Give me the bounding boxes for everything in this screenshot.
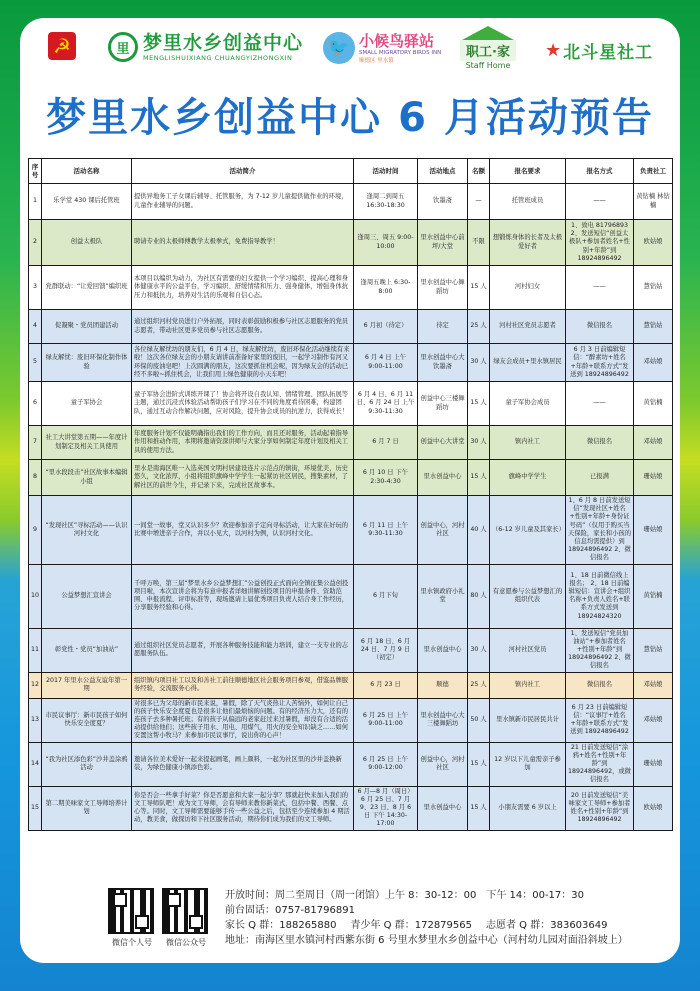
activity-intro: 各位绿友解忧坊的朋友们，6 月 4 日，绿友解忧坊，废旧环保化活动继续有来啦！这次各位绿友会的小朋友请讲前准备好家里的废旧，一起学习制作有河又环保的废油皂吧！上次圆满的朋友，这次要抓住机会呢，因为绿友会的活动已经不多啦~抓住机会，让我们用上绿色健康的小天车吧！ — [132, 344, 354, 382]
table-row — [29, 266, 673, 310]
activity-intro: 里水是南海区唯一入选英国文明村居建设连片示范点的镇街，环境优美，历史悠久，文化浓厚，小组将组织旗峰中学学生一起紧访社区居民，搜集素材，了解社区的前世今生，并记录下来，完成社区故事本。 — [132, 460, 354, 496]
activity-quota: 80 人 — [468, 564, 490, 628]
qq-groups — [225, 918, 675, 933]
activity-quota: 15 人 — [468, 786, 490, 830]
activity-quota: 40 人 — [468, 496, 490, 565]
activity-time: 6 月 23 日 — [354, 672, 418, 698]
table-row — [29, 460, 673, 496]
activity-intro: 你是否会一些拿手好菜？你是否愿意和大家一起分享？那就赶快来加入我们的文工导师队吧！成为文工导师，会有导师来教你新菜式，包括中餐、西餐、点心等。同时，文工导师需要能够手传一些公益之后，包括至少连续参加 4 期活动，教美食，做探访和下社区服务活动，期待你们成为我们的文工导师。 — [132, 786, 354, 830]
activity-place: 创益中心三楼舞蹈坊 — [418, 382, 468, 426]
bird-inn-name: 小候鸟驿站 — [359, 32, 435, 50]
responsible-social-worker: 黄钻楠 — [634, 382, 673, 426]
activity-place: 里水创益中心 — [418, 460, 468, 496]
qr-personal-label: 微信个人号 — [112, 938, 152, 947]
table-row — [29, 426, 673, 460]
signup-method: 微信报名 — [566, 310, 634, 344]
signup-requirement: 有意愿参与公益梦想汇的组织代表 — [490, 564, 566, 628]
signup-method: 20 日前发送短信“美味家文工导师+参加者姓名+性别+年龄”到 18924896492 — [566, 786, 634, 830]
address: 地址：南海区里水镇河村西紫东街 6 号里水梦里水乡创益中心（河村幼儿园对面沿斜坡上） — [225, 935, 628, 946]
table-row — [29, 742, 673, 786]
activity-time: 6 月 4 日 上午 9:00-11:00 — [354, 344, 418, 382]
row-number: 1 — [29, 184, 42, 220]
table-row — [29, 564, 673, 628]
column-header: 报名要求 — [490, 159, 566, 184]
activity-quota: 25 人 — [468, 672, 490, 698]
signup-requirement: 托管班成员 — [490, 184, 566, 220]
activity-time: 逢周二到周五 16:30-18:30 — [354, 184, 418, 220]
column-header: 名额 — [468, 159, 490, 184]
activity-schedule-table — [28, 158, 673, 831]
activity-quota: 30 人 — [468, 344, 490, 382]
activity-time: 6 月 7 日 — [354, 426, 418, 460]
table-row — [29, 672, 673, 698]
activity-name: 市民议事厅：新市民孩子如何快乐安全度夏？ — [42, 698, 132, 742]
activity-quota: 不限 — [468, 220, 490, 266]
activity-name: 党群联动：“让爱回馈”编织班 — [42, 266, 132, 310]
activity-place: 饮墨斋 — [418, 184, 468, 220]
activity-place: 里水创益中心大三楼舞蹈坊 — [418, 698, 468, 742]
signup-requirement: 绿友会成员+里水镇居民 — [490, 344, 566, 382]
mlsx-logo — [108, 32, 303, 62]
activity-time: 6 月 11 日 上午 9:30-11:30 — [354, 496, 418, 565]
row-number: 4 — [29, 310, 42, 344]
table-row — [29, 184, 673, 220]
activity-name: 彰党性・党员“加油站” — [42, 628, 132, 672]
responsible-social-worker: 珊姑娘 — [634, 460, 673, 496]
signup-requirement: 河村社区党员志愿者 — [490, 310, 566, 344]
activity-time: 6 月 25 日 上午 9:00-12:00 — [354, 742, 418, 786]
activity-place: 里水创益中心 — [418, 786, 468, 830]
activity-intro: 邀请各位美术爱好一起来提起画笔，画上颜料，一起为社区里的沙井盖换新装，为绿色健康小镇添色彩。 — [132, 742, 354, 786]
activity-place: 里水创益中心舞蹈坊 — [418, 266, 468, 310]
beidou-name: 北斗星社工 — [563, 43, 654, 63]
house-roof-icon — [462, 26, 514, 40]
row-number: 8 — [29, 460, 42, 496]
signup-method: 21 日前发送短信“涂鸦+姓名+性别+年龄”到 18924896492，或微信报名 — [566, 742, 634, 786]
mlsx-english-name: MENGLISHUIXIANG CHUANGYIZHONGXIN — [143, 54, 293, 62]
activity-name: 第二期美味家文工导师培养计划 — [42, 786, 132, 830]
activity-name: “我为社区添色彩”沙井盖涂鸦活动 — [42, 742, 132, 786]
table-row — [29, 382, 673, 426]
activity-name: 乐学堂 430 课后托管班 — [42, 184, 132, 220]
activity-quota: 30 人 — [468, 628, 490, 672]
activity-place: 里水镇政府小礼堂 — [418, 564, 468, 628]
activity-intro: 本项目以编织为动力，为社区有需要的妇女提供一个学习编织、提高心理和身体健康水平的公益平台，学习编织、舒缓情绪和压力、强身健体，增强身体抗压力和抵抗力，培养对生活的乐观和自信心态。 — [132, 266, 354, 310]
table-row — [29, 220, 673, 266]
signup-method: 1、6 月 8 日前发送短信“发现社区+姓名+性别+年龄+身份证号码”（仅用于购买当天保险，家长和小孩的信息均需提供）到 18924896492 2、微信报名 — [566, 496, 634, 565]
activity-place: 创益中心，河村社区 — [418, 742, 468, 786]
row-number: 12 — [29, 672, 42, 698]
responsible-social-worker: 珊姑娘 — [634, 742, 673, 786]
row-number: 11 — [29, 628, 42, 672]
signup-requirement: 镇内社工 — [490, 672, 566, 698]
row-number: 5 — [29, 344, 42, 382]
row-number: 6 — [29, 382, 42, 426]
qr-public-label: 微信公众号 — [166, 938, 206, 947]
activity-place: 里水创益中心前坪/大堂 — [418, 220, 468, 266]
activity-name: 社工大讲堂第五期——年度计划制定及相关工具使用 — [42, 426, 132, 460]
column-header: 活动简介 — [132, 159, 354, 184]
activity-quota: 25 人 — [468, 310, 490, 344]
beidou-logo — [545, 38, 653, 63]
activity-time: 6 月 4 日、6 月 11 日、6 月 24 日 上午 9:30-11:30 — [354, 382, 418, 426]
signup-method: 1、发送短信“党员加油站”+参加者姓名+性别+年龄”到 18924896492 2、微信报名 — [566, 628, 634, 672]
activity-name: 促凝聚・党员团建活动 — [42, 310, 132, 344]
table-row — [29, 786, 673, 830]
activity-intro: 童子军协会进阶式训练开课了！协会将开设自我认知、情绪管理、团队拓展等主题，通过沉浸式体验活动帮助孩子们学习在不同的角度看待困难，构建团队，通过互动合作解决问题，应对风险，提升协会成员的抗逆力，获得成长！ — [132, 382, 354, 426]
bird-icon: 🐦 — [323, 32, 355, 64]
responsible-social-worker: 黄钻楠 — [634, 564, 673, 628]
activity-time: 6 月初（待定） — [354, 310, 418, 344]
signup-requirement: 12 岁以下儿童需亲子参加 — [490, 742, 566, 786]
opening-hours: 开放时间：周二至周日（周一闭馆）上午 8：30-12：00 下午 14：00-17：30 — [225, 890, 585, 901]
staff-home-logo — [460, 26, 516, 70]
activity-time: 逢周五晚上 6:30-8:00 — [354, 266, 418, 310]
activity-place: 创益中心，河村社区 — [418, 496, 468, 565]
star-icon: ★ — [545, 40, 562, 61]
party-logo — [48, 32, 76, 60]
column-header: 活动地点 — [418, 159, 468, 184]
signup-method: 1、致电 81796893 2、发送短信“创益太极队+参加者姓名+性别+年龄”到 18924896492 — [566, 220, 634, 266]
staff-home-english-name: Staff Home — [465, 61, 511, 70]
activity-quota: 15 人 — [468, 382, 490, 426]
signup-method: 微信报名 — [566, 426, 634, 460]
activity-time: 6 月—8 月（周日）6 月 25 日、7 月 9、23 日、8 月 6 日 下午 14:30-17:00 — [354, 786, 418, 830]
activity-time: 6 月 25 日 上午 9:00-11:00 — [354, 698, 418, 742]
activity-name: 绿友解忧：废旧环保化制作体验 — [42, 344, 132, 382]
activity-time: 6 月 10 日 下午 2:30-4:30 — [354, 460, 418, 496]
responsible-social-worker: 慧钻姑 — [634, 310, 673, 344]
signup-requirement: 童子军协会成员 — [490, 382, 566, 426]
activity-quota: 30 人 — [468, 426, 490, 460]
signup-method: 6 月 23 日前编辑短信：“议事厅+姓名+年龄+联系方式”发送到 18924896492 — [566, 698, 634, 742]
activity-intro: 一间堂一故事，堂又认识多少？欢迎参加亲子定向寻标活动，让大家在好玩的比赛中增进亲子合作，并以小见大，以河村为例，认识河村文化。 — [132, 496, 354, 565]
row-number: 2 — [29, 220, 42, 266]
signup-requirement: 河村社区党员 — [490, 628, 566, 672]
activity-intro: 聘请专业的太极师傅教学太极拳式，免费指导教学！ — [132, 220, 354, 266]
activity-place: 创益中心大讲堂 — [418, 426, 468, 460]
mlsx-name: 梦里水乡创益中心 — [143, 32, 304, 54]
signup-method: 6 月 3 日前编辑短信：“醉素坊+姓名+年龄+联系方式”发送到 18924896492 — [566, 344, 634, 382]
activity-intro: 通过组织社区党员志愿者，开展各种服务技能和能力培训，建立一支专业的志愿服务队伍。 — [132, 628, 354, 672]
activity-name: 童子军协会 — [42, 382, 132, 426]
qr-public[interactable] — [162, 888, 210, 948]
responsible-social-worker: 欧姑娘 — [634, 786, 673, 830]
signup-method: 已报满 — [566, 460, 634, 496]
row-number: 10 — [29, 564, 42, 628]
activity-name: “发现社区”寻标活动——认识河村文化 — [42, 496, 132, 565]
table-header-row — [29, 159, 673, 184]
activity-intro: 通过组织河村党员进行户外拓展，同时表彰鼓励积极参与社区志愿服务的党员志愿者，带动社区更多党员参与社区志愿服务。 — [132, 310, 354, 344]
responsible-social-worker: 慧钻姑 — [634, 628, 673, 672]
row-number: 3 — [29, 266, 42, 310]
activity-intro: 年度服务计划不仅能明确指出我们的工作方向，而且还对服务，活动起着指导作用和推动作用，本期将邀请资深讲师与大家分享如何制定年度计划及相关工具的使用方法。 — [132, 426, 354, 460]
qr-code-icon — [162, 888, 208, 934]
signup-requirement: 旗峰中学学生 — [490, 460, 566, 496]
qr-code-icon — [108, 888, 154, 934]
table-row — [29, 698, 673, 742]
column-header: 活动名称 — [42, 159, 132, 184]
poster-panel — [20, 18, 680, 963]
qq-volunteer: 志愿者 Q 群：383603649 — [486, 920, 608, 931]
signup-requirement: 里水镇新市民居民共计 — [490, 698, 566, 742]
signup-requirement: 镇内社工 — [490, 426, 566, 460]
signup-method: —— — [566, 266, 634, 310]
signup-requirement: （6-12 岁儿童及其家长） — [490, 496, 566, 565]
column-header: 负责社工 — [634, 159, 673, 184]
mlsx-emblem-icon: 里 — [108, 32, 138, 62]
activity-time: 逢周三、周五 9:00-10:00 — [354, 220, 418, 266]
qr-personal[interactable] — [108, 888, 156, 948]
table-row — [29, 496, 673, 565]
activity-name: 创益太极队 — [42, 220, 132, 266]
activity-time: 6 月 18 日、6 月 24 日、7 月 9 日（初定） — [354, 628, 418, 672]
activity-intro: 千呼万唤，第三届“梦里水乡公益梦想汇”公益创投正式面向全镇征集公益创投项目啦，本次宣讲会将为有意申报者详细讲解创投项目的申报条件、资助范围、申报流程、评审标准等，现场邀请上届优秀项目负责人结合身工作经历，分享服务经验和心得。 — [132, 564, 354, 628]
responsible-social-worker: 黄钻楠 林钻楠 — [634, 184, 673, 220]
bird-inn-logo — [323, 32, 441, 64]
front-desk-phone: 前台固话：0757-81796891 — [225, 905, 355, 916]
bird-inn-location: 顺德区 里水镇 — [359, 58, 394, 64]
responsible-social-worker: 邓姑娘 — [634, 426, 673, 460]
responsible-social-worker: 慧钻姑 — [634, 266, 673, 310]
footer — [20, 880, 680, 963]
table-row — [29, 344, 673, 382]
activity-place: 待定 — [418, 310, 468, 344]
contact-info — [225, 888, 675, 948]
activity-intro: 提供异地务工子女课后辅导、托管服务，为 7-12 岁儿童提供做作业的环境，儿童作业辅导的问题。 — [132, 184, 354, 220]
column-header: 序号 — [29, 159, 42, 184]
signup-method: —— — [566, 184, 634, 220]
logo-bar — [20, 18, 680, 88]
qq-parents: 家长 Q 群：188265880 — [225, 920, 337, 931]
signup-requirement: 小朋友需要 6 岁以上 — [490, 786, 566, 830]
responsible-social-worker: 邓姑娘 — [634, 672, 673, 698]
staff-home-name: 职工·家 — [460, 40, 516, 61]
signup-requirement: 想锻炼身体的长者及太极爱好者 — [490, 220, 566, 266]
activity-name: 公益梦想汇宣讲会 — [42, 564, 132, 628]
row-number: 15 — [29, 786, 42, 830]
signup-method: —— — [566, 382, 634, 426]
activity-quota: 50 人 — [468, 698, 490, 742]
qq-youth: 青少年 Q 群：172879565 — [350, 920, 472, 931]
row-number: 9 — [29, 496, 42, 565]
signup-method: 1、18 日前微信线上报名； 2、18 日前编辑短信：宣讲会+组织名称+负责人姓名+联系方式发送到 18924824320 — [566, 564, 634, 628]
bird-inn-english-name: SMALL MIGRATORY BIRDS INN — [359, 50, 442, 56]
hammer-sickle-icon: ☭ — [48, 32, 76, 60]
row-number: 14 — [29, 742, 42, 786]
row-number: 13 — [29, 698, 42, 742]
activity-intro: 组织镇内项目社工以及和善社工前往顺德地区社会服务项目参观，借鉴品牌服务经验，交流服务心得。 — [132, 672, 354, 698]
column-header: 报名方式 — [566, 159, 634, 184]
activity-intro: 对很多已为父母的新市民来说，暑假，除了天气炎热让人苦恼外，如何让自己的孩子快乐安全度夏也是很多让他们最烦恼的问题。有的经济压力大，还有的连孩子去多种暑托班；有的孩子从偏远的老家赶过来过暑假，却没有合适的活动提供给他们；这些孩子用水、用电、用煤气，用火的安全知识缺乏……如何安置这帮小牧马？来参加市民议事厅，说出你的心声！ — [132, 698, 354, 742]
responsible-social-worker: 珊姑娘 — [634, 496, 673, 565]
activity-quota: — — [468, 184, 490, 220]
responsible-social-worker: 欧姑娘 — [634, 220, 673, 266]
activity-name: “里水段段击”社区故事本编辑小组 — [42, 460, 132, 496]
signup-method: 微信报名 — [566, 672, 634, 698]
activity-time: 6 月下旬 — [354, 564, 418, 628]
poster-title: 梦里水乡创益中心 6 月活动预告 — [46, 95, 654, 141]
activity-place: 顺德 — [418, 672, 468, 698]
responsible-social-worker: 邓姑娘 — [634, 344, 673, 382]
column-header: 活动时间 — [354, 159, 418, 184]
activity-place: 里水创益中心大饮墨斋 — [418, 344, 468, 382]
activity-quota: 15 人 — [468, 266, 490, 310]
activity-quota: 15 人 — [468, 742, 490, 786]
activity-quota: 15 人 — [468, 460, 490, 496]
activity-place: 里水创益中心 — [418, 628, 468, 672]
table-row — [29, 310, 673, 344]
table-row — [29, 628, 673, 672]
row-number: 7 — [29, 426, 42, 460]
signup-requirement: 河村妇女 — [490, 266, 566, 310]
responsible-social-worker: 邓姑娘 — [634, 698, 673, 742]
activity-name: 2017 年里水公益友谊年第一期 — [42, 672, 132, 698]
